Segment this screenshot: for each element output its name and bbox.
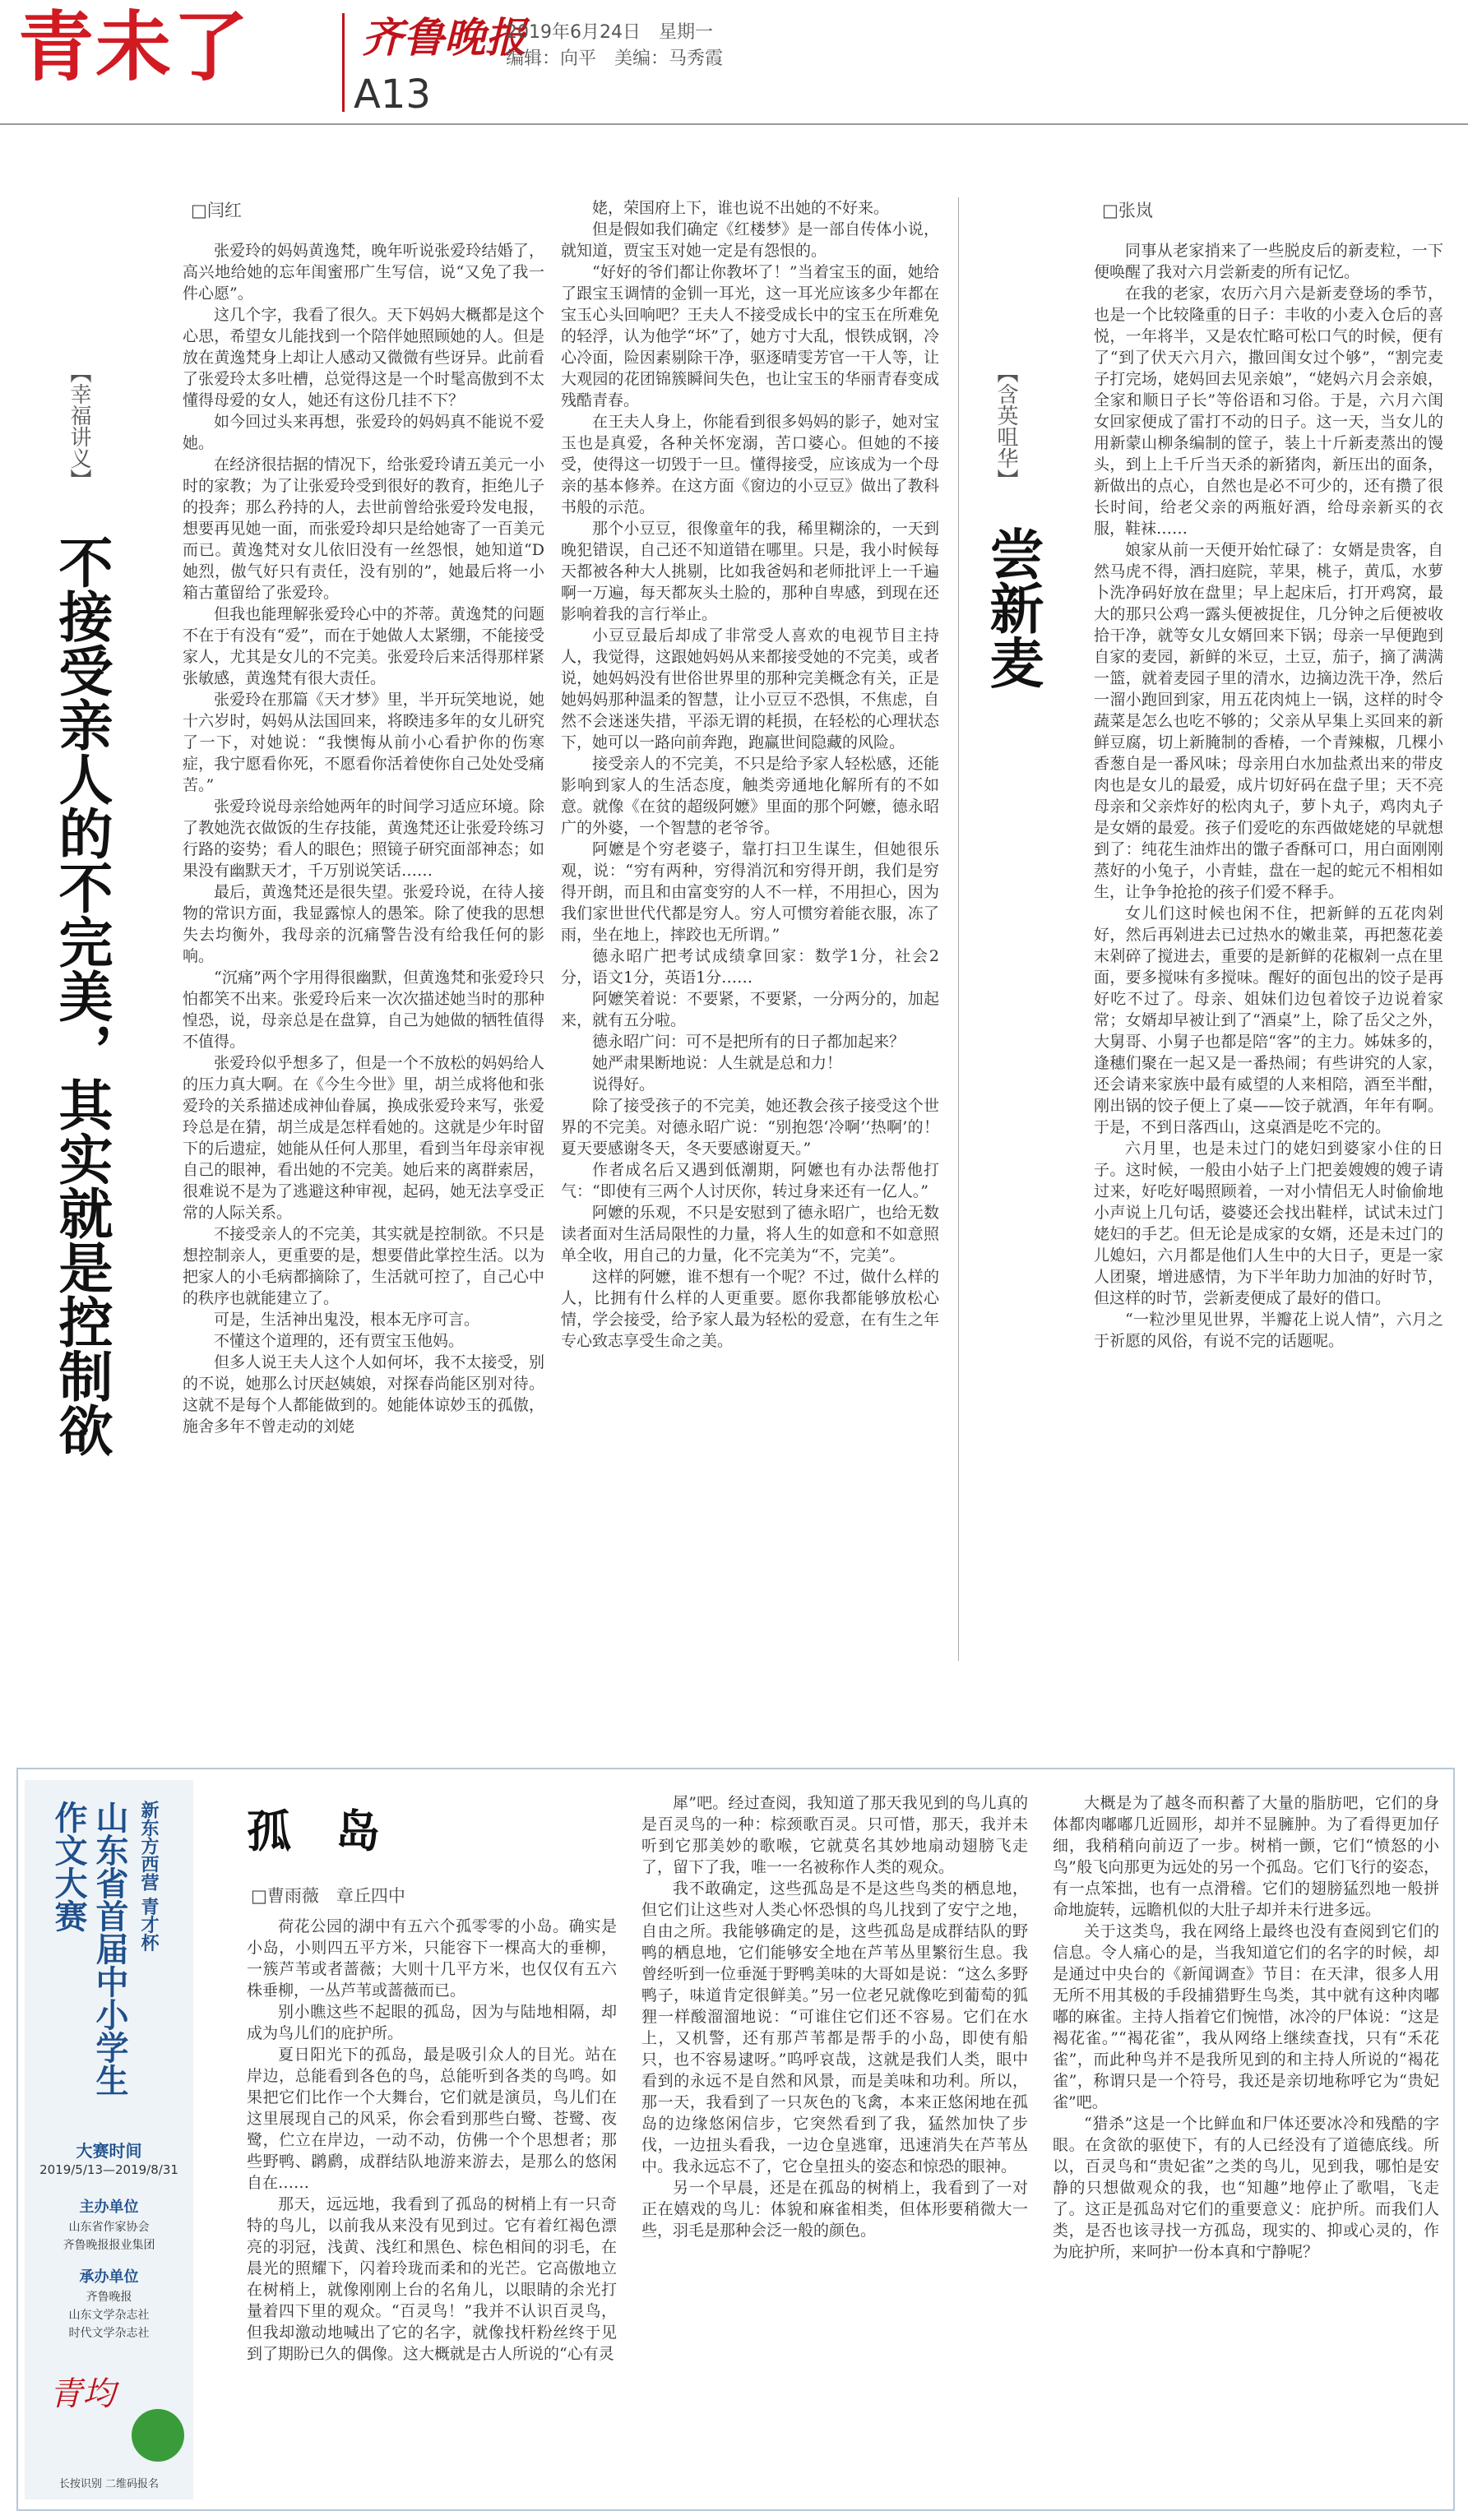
paragraph: 张爱玲的妈妈黄逸梵，晚年听说张爱玲结婚了，高兴地给她的忘年闺蜜邢广生写信，说“又免了我一件心愿”。 (183, 242, 544, 303)
paragraph: 别小瞧这些不起眼的孤岛，因为与陆地相隔，却成为鸟儿们的庇护所。 (247, 2003, 617, 2042)
paragraph: 接受亲人的不完美，不只是给予家人轻松感，还能影响到家人的生活态度，触类旁通地化解所有的不如意。就像《在贫的超级阿嬷》里面的那个阿嬷，德永昭广的外婆，一个智慧的老爷爷。 (561, 755, 939, 837)
contest-host-label: 主办单位 (79, 2199, 139, 2216)
contest-time-label: 大赛时间 (76, 2141, 142, 2161)
essay-column-2 (641, 1792, 1028, 2491)
paragraph: 但是假如我们确定《红楼梦》是一部自传体小说，就知道，贾宝玉对她一定是有怨恨的。 (561, 220, 939, 260)
header-rule (0, 123, 1468, 125)
paragraph: 阿嬷的乐观，不只是安慰到了德永昭广，也给无数读者面对生活局限性的力量，将人生的如意和不如意照单全收，用自己的力量，化不完美为“不，完美”。 (561, 1204, 939, 1265)
paragraph: “猎杀”这是一个比鲜血和尸体还要冰冷和残酷的字眼。在贪欲的驱使下，有的人已经没有了道德底线。所以，百灵鸟和“贵妃雀”之类的鸟儿，见到我，哪怕是安静的只想做观众的我，也“知趣”地停止了歌唱，飞走了。这正是孤岛对它们的重要意义：庇护所。而我们人类，是否也该寻找一方孤岛，现实的、抑或心灵的，作为庇护所，来呵护一份本真和宁静呢？ (1053, 2115, 1439, 2261)
paragraph: 最后，黄逸梵还是很失望。张爱玲说，在待人接物的常识方面，我显露惊人的愚笨。除了使我的思想失去均衡外，我母亲的沉痛警告没有给我任何的影响。 (183, 883, 544, 965)
paragraph: 六月里，也是未过门的姥妇到婆家小住的日子。这时候，一般由小姑子上门把姜嫂嫂的嫂子请过来，好吃好喝照顾着，一对小情侣无人时偷偷地小声说上几句话，婆婆还会找出鞋样，试试未过门姥妇的手艺。但无论是成家的女婿，还是未过门的儿媳妇，六月都是他们人生中的大日子，更是一家人团聚，增进感情，为下半年助力加油的好时节，但这样的时节，尝新麦便成了最好的借口。 (1094, 1140, 1443, 1307)
contest-org-1: 齐鲁晚报 (86, 2291, 132, 2304)
contest-logo: 青均 (49, 2375, 115, 2413)
paragraph: 另一个早晨，还是在孤岛的树梢上，我看到了一对正在嬉戏的鸟儿：体貌和麻雀相类，但体形要稍微大一些，羽毛是那种会泛一般的颜色。 (641, 2179, 1028, 2240)
article2-column-1 (1094, 240, 1443, 1662)
editor-credits: 编辑：向平 美编：马秀霞 (506, 49, 724, 69)
paragraph: 我不敢确定，这些孤岛是不是这些鸟类的栖息地，但它们让这些对人类心怀恐惧的鸟儿找到了安宁之地，自由之所。我能够确定的是，这些孤岛是成群结队的野鸭的栖息地，它们能够安全地在芦苇丛里繁衍生息。我曾经听到一位垂涎于野鸭美味的大哥如是说：“这么多野鸭子，味道肯定很鲜美。”另一位老兄就像吃到葡萄的狐狸一样酸溜溜地说：“可谁住它们还不容易。它们在水上，又机警，还有那芦苇都是帮手的小岛，即使有船只，也不容易逮呀。”呜呼哀哉，这就是我们人类，眼中看到的永远不是自然和风景，而是美味和功利。所以，那一天，我看到了一只灰色的飞禽，本来正悠闲地在孤岛的边缘悠闲信步，它突然看到了我，猛然加快了步伐，一边扭头看我，一边仓皇逃窜，迅速消失在芦苇丛中。我永远忘不了，它仓皇扭头的姿态和惊恐的眼神。 (641, 1880, 1028, 2176)
paragraph: 德永昭广把考试成绩拿回家：数学1分，社会2分，语文1分，英语1分…… (561, 947, 939, 987)
paragraph: 不接受亲人的不完美，其实就是控制欲。不只是想控制亲人，更重要的是，想要借此掌控生活。以为把家人的小毛病都摘除了，生活就可控了，自己心中的秩序也就能建立了。 (183, 1225, 544, 1307)
paragraph: 姥，荣国府上下，谁也说不出她的不好来。 (592, 199, 890, 217)
paragraph: “沉痛”两个字用得很幽默，但黄逸梵和张爱玲只怕都笑不出来。张爱玲后来一次次描述她当时的那种惶恐，说，母亲总是在盘算，自己为她做的牺牲值得不值得。 (183, 969, 544, 1051)
paragraph: 张爱玲似乎想多了，但是一个不放松的妈妈给人的压力真大啊。在《今生今世》里，胡兰成将他和张爱玲的关系描述成神仙眷属，换成张爱玲来写，张爱玲总是在猜，胡兰成是怎样看她的。这就是少年时留下的后遗症，她能从任何人那里，看到当年母亲审视自己的眼神，看出她的不完美。她后来的离群索居，很难说不是为了逃避这种审视，起码，她无法享受正常的人际关系。 (183, 1054, 544, 1222)
contest-org-label: 承办单位 (79, 2268, 139, 2286)
contest-host-1: 山东省作家协会 (68, 2221, 150, 2234)
paragraph: 大概是为了越冬而积蓄了大量的脂肪吧，它们的身体都肉嘟嘟几近圆形，却并不显臃肿。为了看得更加仔细，我稍稍向前迈了一步。树梢一颤，它们“愤怒的小鸟”般飞向那更为远处的另一个孤岛。它们飞行的姿态，有一点笨拙，也有一点滑稽。它们的翅膀猛烈地一般拼命地旋转，远瞻机似的大肚子却并未行进多远。 (1053, 1794, 1439, 1919)
paragraph: 张爱玲在那篇《天才梦》里，半开玩笑地说，她十六岁时，妈妈从法国回来，将睽违多年的女儿研究了一下，对她说：“我懊悔从前小心看护你的伤寒症，我宁愿看你死，不愿看你活着使你自己处处受痛苦。” (183, 691, 544, 794)
paragraph: 不懂这个道理的，还有贾宝玉他妈。 (214, 1332, 465, 1350)
paragraph: 张爱玲说母亲给她两年的时间学习适应环境。除了教她洗衣做饭的生存技能，黄逸梵还让张爱玲练习行路的姿势；看人的眼色；照镜子研究面部神态；如果没有幽默天才，千万别说笑话…… (183, 798, 544, 880)
contest-title-line1: 山东省首届中小学生 (90, 1801, 128, 2097)
paragraph: 但我也能理解张爱玲心中的芥蒂。黄逸梵的问题不在于有没有“爱”，而在于她做人太紧绷，不能接受家人，尤其是女儿的不完美。张爱玲后来活得那样紧张敏感，黄逸梵有很大责任。 (183, 605, 544, 687)
paragraph: 小豆豆最后却成了非常受人喜欢的电视节目主持人，我觉得，这跟她妈妈从来都接受她的不完美，或者说，她妈妈没有世俗世界里的那种完美概念有关，正是她妈妈那种温柔的智慧，让小豆豆不恐惧，不焦虑，自然不会迷迷失措，平添无谓的耗损，在轻松的心理状态下，她可以一路向前奔跑，跑赢世间隐藏的风险。 (561, 627, 939, 751)
paragraph: 那个小豆豆，很像童年的我，稀里糊涂的，一天到晚犯错误，自己还不知道错在哪里。只是，我小时候每天都被各种大人挑剔，比如我爸妈和老师批评上一千遍啊一万遍，每天都灰头土脸的，那种自卑感，到现在还影响着我的言行举止。 (561, 520, 939, 623)
paragraph: 在我的老家，农历六月六是新麦登场的季节，也是一个比较隆重的日子：丰收的小麦入仓后的喜悦，一年将半，又是农忙略可松口气的时候，便有了“到了伏天六月六，撒回闺女过个够”，“割完麦子打完场，姥妈回去见亲娘”，“姥妈六月会亲娘，全家和顺日子长”等俗语和习俗。于是，六月六闺女回家便成了雷打不动的日子。这一天，当女儿的用新蒙山柳条编制的筐子，装上十斤新麦蒸出的馒头，到上上千斤当天杀的新猪肉，新压出的面条，新做出的点心，自然也是必不可少的，还有攒了很长时间，给老父亲的两瓶好酒，给母亲新买的衣服，鞋袜…… (1094, 284, 1443, 538)
paragraph: 阿嬷是个穷老婆子，靠打扫卫生谋生，但她很乐观，说：“穷有两种，穷得消沉和穷得开朗，我们是穷得开朗，而且和由富变穷的人不一样，不用担心，因为我们家世世代代都是穷人。穷人可惯穷着能衣服，冻了雨，坐在地上，摔跤也无所谓。” (561, 840, 939, 944)
contest-time-value: 2019/5/13—2019/8/31 (39, 2162, 178, 2177)
page-number: A13 (354, 72, 431, 118)
article1-title: 不接受亲人的不完美，其实就是控制欲 (49, 534, 113, 1457)
article1-column-tag: 【幸福讲义】 (67, 362, 91, 490)
article2-column-tag: 【含英咀华】 (993, 362, 1018, 490)
paragraph: 阿嬷笑着说：不要紧，不要紧，一分两分的，加起来，就有五分啦。 (561, 990, 939, 1029)
paragraph: 在王夫人身上，你能看到很多妈妈的影子，她对宝玉也是真爱，各种关怀宠溺，苦口婆心。但她的不接受，使得这一切毁于一旦。懂得接受，应该成为一个母亲的基本修养。在这方面《窗边的小豆豆》做出了教科书般的示范。 (561, 413, 939, 516)
contest-org-3: 时代文学杂志社 (68, 2327, 150, 2340)
paragraph: 夏日阳光下的孤岛，最是吸引众人的目光。站在岸边，总能看到各色的鸟，总能听到各类的鸟鸣。如果把它们比作一个大舞台，它们就是演员，鸟儿们在这里展现自己的风采，你会看到那些白鹭、苍鹭、夜鹭，伫立在岸边，一动不动，仿佛一个个思想者；那些野鸭、䴙䴘，成群结队地游来游去，是那么的悠闲自在…… (247, 2046, 617, 2192)
column-separator (958, 197, 959, 1661)
paragraph: “一粒沙里见世界，半瓣花上说人情”，六月之于祈愿的风俗，有说不完的话题呢。 (1094, 1311, 1443, 1350)
essay-column-1 (247, 1916, 617, 2491)
article2-title: 尝新麦 (980, 526, 1044, 689)
essay-author: □曹雨薇 章丘四中 (251, 1886, 405, 1906)
paragraph: 她严肃果断地说：人生就是总和力！ (592, 1054, 843, 1072)
paragraph: 女儿们这时候也闲不住，把新鲜的五花肉剁好，然后再剁进去已过热水的嫩韭菜，再把葱花姜末剁碎了搅进去，重要的是新鲜的花椒剁一点在里面，要多搅味有多搅味。醒好的面包出的饺子是再好吃不过了。母亲、姐妹们边包着饺子边说着家常；女婿却早被让到了“酒桌”上，除了岳父之外，大舅哥、小舅子也都是陪“客”的主力。姊妹多的，逢穗们聚在一起又是一番热闹；有些讲究的人家，还会请来家族中最有威望的人来相陪，酒至半酣，刚出锅的饺子便上了桌——饺子就酒，年年有啊。于是，不到日落西山，这桌酒是吃不完的。 (1094, 904, 1443, 1136)
paragraph: 在经济很拮据的情况下，给张爱玲请五美元一小时的家教；为了让张爱玲受到很好的教育，拒绝儿子的投奔；那么矜持的人，去世前曾给张爱玲发电报，想要再见她一面，而张爱玲却只是给她寄了一百美元而已。黄逸梵对女儿依旧没有一丝怨恨，她知道“D她烈，傲气好只有责任，没有别的”，她最后将一小箱古董留给了张爱玲。 (183, 455, 544, 602)
paragraph: 这样的阿嬷，谁不想有一个呢？不过，做什么样的人，比拥有什么样的人更重要。愿你我都能够放松心情，学会接受，给予家人最为轻松的爱意，在有生之年专心致志享受生命之美。 (561, 1268, 939, 1350)
paragraph: 娘家从前一天便开始忙碌了：女婿是贵客，自然马虎不得，酒扫庭院，苹果，桃子，黄瓜，水萝卜洗净码好放在盘里；早上起床后，打开鸡窝，最大的那只公鸡一露头便被捉住，几分钟之后便被收拾干净，就等女儿女婿回来下锅；母亲一早便跑到自家的麦园，新鲜的米豆，土豆，茄子，摘了满满一篮，就着麦园子里的清水，边摘边洗干净，然后一溜小跑回到家，用五花肉炖上一锅，这样的时令蔬菜是怎么也吃不够的；父亲从早集上买回来的新鲜豆腐，切上新腌制的香椿，一个青辣椒，几棵小香葱自是一番风味；母亲用白水加盐煮出来的带皮肉也是女儿的最爱，成片切好码在盘子里；天不亮母亲和父亲炸好的松肉丸子，萝卜丸子，鸡肉丸子是女婿的最爱。孩子们爱吃的东西做姥姥的早就想到了：纯花生油炸出的馓子香酥可口，用白面刚刚蒸好的小兔子，小青蛙，盘在一起的蛇元不相相如生，让争争抢抢的孩子们爱不释手。 (1094, 541, 1443, 901)
newspaper-logo: 齐鲁晚报 (362, 13, 526, 62)
qr-app-icon[interactable] (132, 2409, 184, 2462)
essay-column-3 (1053, 1792, 1439, 2491)
section-title: 青未了 (18, 3, 251, 91)
paragraph: 同事从老家捎来了一些脱皮后的新麦粒，一下便唤醒了我对六月尝新麦的所有记忆。 (1094, 242, 1443, 281)
paragraph: 德永昭广问：可不是把所有的日子都加起来？ (592, 1033, 905, 1051)
contest-sponsor: 新东方西营 青才杯 (138, 1801, 159, 1952)
contest-title-line2: 作文大赛 (49, 1801, 87, 1932)
paragraph: 荷花公园的湖中有五六个孤零零的小岛。确实是小岛，小则四五平方米，只能容下一棵高大的垂柳，一簇芦苇或者蔷薇；大则十几平方米，也仅仅有五六株垂柳，一丛芦苇或蔷薇而已。 (247, 1917, 617, 2000)
issue-date: 2019年6月24日 星期一 (506, 22, 713, 43)
paragraph: “好好的爷们都让你教坏了！”当着宝玉的面，她给了跟宝玉调情的金钏一耳光，这一耳光应该多少年都在宝玉心头回响吧？王夫人不接受成长中的宝玉在所难免的轻浮，认为他学“坏”了，她方寸大乱，恨铁成钢，冷心冷面，险因素剔除干净，驱逐晴雯芳官一干人等，让大观园的花团锦簇瞬间失色，也让宝玉的华丽青春变成残酷青春。 (561, 263, 939, 409)
paragraph: 但多人说王夫人这个人如何坏，我不太接受，别的不说，她那么讨厌赵姨娘，对探春尚能区别对待。这就不是每个人都能做到的。她能体谅妙玉的孤傲，施舍多年不曾走动的刘姥 (183, 1353, 544, 1436)
paragraph: 除了接受孩子的不完美，她还教会孩子接受这个世界的不完美。对德永昭广说：“别抱怨‘冷啊’‘热啊’的！夏天要感谢冬天，冬天要感谢夏天。” (561, 1097, 939, 1158)
header-divider (342, 13, 345, 112)
paragraph: 犀”吧。经过查阅，我知道了那天我见到的鸟儿真的是百灵鸟的一种：棕颈歌百灵。只可惜，那天，我并未听到它那美妙的歌喉，它就莫名其妙地扇动翅膀飞走了，留下了我，唯一一名被称作人类的观众。 (641, 1794, 1028, 1876)
article2-author: □张岚 (1102, 201, 1153, 220)
contest-org-2: 山东文学杂志社 (68, 2309, 150, 2322)
article1-author: □闫红 (191, 201, 242, 220)
paragraph: 如今回过头来再想，张爱玲的妈妈真不能说不爱她。 (183, 413, 544, 452)
contest-host-2: 齐鲁晚报报业集团 (63, 2239, 155, 2252)
paragraph: 这几个字，我看了很久。天下妈妈大概都是这个心思，希望女儿能找到一个陪伴她照顾她的人。但是放在黄逸梵身上却让人感动又微微有些讶异。此前看了张爱玲太多吐槽，总觉得这是一个时髦高傲到不太懂得母爱的女人，她还有这份几挂不下？ (183, 306, 544, 409)
contest-scan-text: 长按识别 二维码报名 (58, 2478, 160, 2490)
article1-column-2 (561, 197, 939, 1661)
paragraph: 可是，生活神出鬼没，根本无序可言。 (214, 1311, 480, 1329)
paragraph: 说得好。 (592, 1075, 655, 1094)
essay-title: 孤 岛 (247, 1806, 380, 1857)
paragraph: 作者成名后又遇到低潮期，阿嬷也有办法帮他打气：“即使有三两个人讨厌你，转过身来还有一亿人。” (561, 1161, 939, 1200)
article1-column-1 (183, 240, 544, 1662)
paragraph: 那天，远远地，我看到了孤岛的树梢上有一只奇特的鸟儿，以前我从来没有见到过。它有着红褐色漂亮的羽冠，浅黄、浅红和黑色、棕色相间的羽毛，在晨光的照耀下，闪着玲珑而柔和的光芒。它高傲地立在树梢上，就像刚刚上台的名角儿，以眼睛的余光打量着四下里的观众。“百灵鸟！”我并不认识百灵鸟，但我却激动地喊出了它的名字，就像找杆粉丝终于见到了期盼已久的偶像。这大概就是古人所说的“心有灵 (247, 2195, 617, 2363)
paragraph: 关于这类鸟，我在网络上最终也没有查阅到它们的信息。令人痛心的是，当我知道它们的名字的时候，却是通过中央台的《新闻调查》节目：在天津，很多人用无所不用其极的手段捕猎野生鸟类，其中就有这种肉嘟嘟的麻雀。主持人指着它们惋惜，冰冷的尸体说：“这是褐花雀。”“褐花雀”，我从网络上继续查找，只有“禾花雀”，而此种鸟并不是我所见到的和主持人所说的“褐花雀”，称谓只是一个符号，我还是亲切地称呼它为“贵妃雀”吧。 (1053, 1922, 1439, 2111)
